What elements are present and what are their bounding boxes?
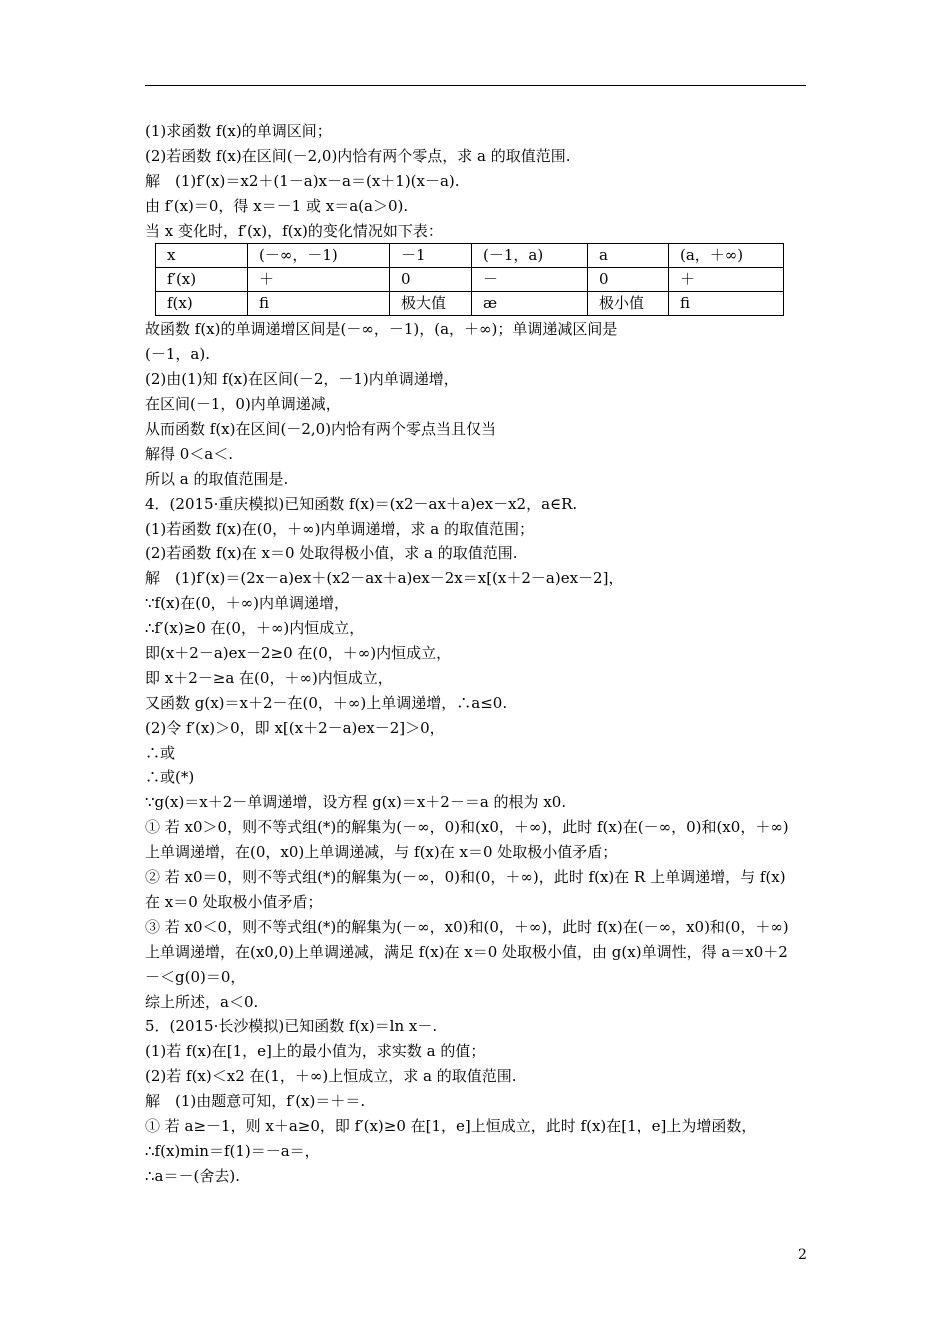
- text-line: 上单调递增，在(0，x0)上单调递减，与 f(x)在 x＝0 处取极小值矛盾；: [145, 843, 618, 862]
- text-line: (1)若函数 f(x)在(0，＋∞)内单调递增，求 a 的取值范围；: [145, 519, 534, 538]
- table-cell: (a，＋∞): [669, 244, 784, 268]
- text-line: ③ 若 x0＜0，则不等式组(*)的解集为(－∞，x0)和(0，＋∞)，此时 f(x)在(－∞，x0)和(0，＋∞): [145, 917, 789, 936]
- table-cell: 极小值: [588, 292, 669, 316]
- text-line: ∴f′(x)≥0 在(0，＋∞)内恒成立，: [145, 619, 365, 638]
- text-line: 解 (1)由题意可知，f′(x)＝＋＝.: [145, 1092, 366, 1111]
- text-line: 综上所述，a＜0.: [145, 992, 259, 1011]
- text-line: ∵f(x)在(0，＋∞)内单调递增，: [145, 594, 350, 613]
- table-cell: ＋: [669, 268, 784, 292]
- page-number: 2: [798, 1247, 807, 1263]
- table-cell: a: [588, 244, 669, 268]
- text-line: 解 (1)f′(x)＝x2＋(1－a)x－a＝(x＋1)(x－a).: [145, 171, 460, 190]
- table-cell: f′(x): [156, 268, 248, 292]
- text-line: 在 x＝0 处取极小值矛盾；: [145, 892, 323, 911]
- text-line: 解 (1)f′(x)＝(2x－a)ex＋(x2－ax＋a)ex－2x＝x[(x＋2－a)ex－2]，: [145, 569, 624, 588]
- table-cell: (－∞，－1): [248, 244, 390, 268]
- text-line: (－1，a).: [145, 345, 210, 364]
- text-line: 当 x 变化时，f′(x)，f(x)的变化情况如下表：: [145, 221, 443, 240]
- table-cell: ＋: [248, 268, 390, 292]
- table-cell: 极大值: [390, 292, 472, 316]
- text-line: (2)若 f(x)＜x2 在(1，＋∞)上恒成立，求 a 的取值范围.: [145, 1067, 517, 1086]
- document-body: [145, 119, 810, 1189]
- table-cell: －: [472, 268, 588, 292]
- variation-table: [155, 243, 784, 316]
- table-row: [156, 292, 784, 316]
- table-row: [156, 244, 784, 268]
- table-cell: ﬁ: [669, 292, 784, 316]
- text-line: ① 若 x0＞0，则不等式组(*)的解集为(－∞，0)和(x0，＋∞)，此时 f(x)在(－∞，0)和(x0，＋∞): [145, 818, 789, 837]
- text-line: (2)若函数 f(x)在区间(－2,0)内恰有两个零点，求 a 的取值范围.: [145, 146, 571, 165]
- text-line: (1)若 f(x)在[1，e]上的最小值为，求实数 a 的值；: [145, 1042, 486, 1061]
- text-line: 上单调递增，在(x0,0)上单调递减，满足 f(x)在 x＝0 处取极小值，由 g(x)单调性，得 a＝x0＋2: [145, 942, 788, 961]
- text-line: ① 若 a≥－1，则 x＋a≥0，即 f′(x)≥0 在[1，e]上恒成立，此时 f(x)在[1，e]上为增函数，: [145, 1116, 757, 1135]
- text-line: 解得 0＜a＜.: [145, 444, 234, 463]
- table-cell: 0: [588, 268, 669, 292]
- text-line: 在区间(－1，0)内单调递减，: [145, 395, 341, 414]
- table-cell: 0: [390, 268, 472, 292]
- text-line: ∵g(x)＝x＋2－单调递增，设方程 g(x)＝x＋2－＝a 的根为 x0.: [145, 793, 567, 812]
- text-line: 所以 a 的取值范围是.: [145, 469, 289, 488]
- text-line: ∴a＝－(舍去).: [145, 1166, 240, 1185]
- text-line: 从而函数 f(x)在区间(－2,0)内恰有两个零点当且仅当: [145, 420, 497, 439]
- table-row: [156, 268, 784, 292]
- text-line: ∴或(*): [145, 768, 195, 787]
- table-cell: x: [156, 244, 248, 268]
- text-line: (1)求函数 f(x)的单调区间；: [145, 122, 332, 140]
- text-line: ∴或: [145, 743, 176, 762]
- header-rule: [145, 85, 806, 86]
- text-line: (2)由(1)知 f(x)在区间(－2，－1)内单调递增，: [145, 370, 459, 389]
- text-line: 由 f′(x)＝0，得 x＝－1 或 x＝a(a＞0).: [145, 196, 409, 215]
- text-line: 故函数 f(x)的单调递增区间是(－∞，－1)，(a，＋∞)；单调递减区间是: [145, 320, 618, 339]
- text-line: 即 x＋2－≥a 在(0，＋∞)内恒成立，: [145, 668, 393, 687]
- text-block-before-table: [145, 119, 810, 243]
- text-line: 又函数 g(x)＝x＋2－在(0，＋∞)上单调递增，∴a≤0.: [145, 693, 508, 712]
- text-line: (2)令 f′(x)＞0，即 x[(x＋2－a)ex－2]＞0，: [145, 718, 445, 737]
- text-line: ② 若 x0＝0，则不等式组(*)的解集为(－∞，0)和(0，＋∞)，此时 f(x)在 R 上单调递增，与 f(x): [145, 868, 786, 887]
- text-line: －＜g(0)＝0，: [145, 967, 246, 986]
- text-line: ∴f(x)min＝f(1)＝－a＝，: [145, 1141, 320, 1160]
- table-cell: －1: [390, 244, 472, 268]
- text-line: (2)若函数 f(x)在 x＝0 处取得极小值，求 a 的取值范围.: [145, 544, 518, 563]
- table-cell: ﬁ: [248, 292, 390, 316]
- table-cell: f(x): [156, 292, 248, 316]
- text-line: 即(x＋2－a)ex－2≥0 在(0，＋∞)内恒成立，: [145, 644, 452, 663]
- text-line: 4．(2015·重庆模拟)已知函数 f(x)＝(x2－ax＋a)ex－x2，a∈R.: [145, 494, 578, 513]
- table-cell: (－1，a): [472, 244, 588, 268]
- text-line: 5．(2015·长沙模拟)已知函数 f(x)＝ln x－.: [145, 1017, 438, 1036]
- table-cell: æ: [472, 292, 588, 316]
- text-block-after-table: [145, 317, 810, 1188]
